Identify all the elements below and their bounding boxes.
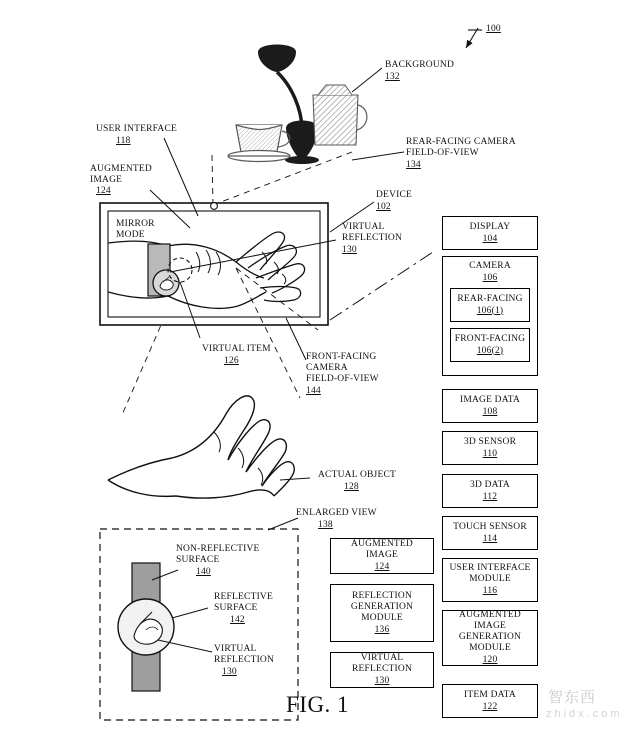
box-camera-num: 106: [482, 273, 498, 283]
callout-rear-camera-fov-num: 134: [406, 160, 421, 170]
box-3d-data[interactable]: [442, 474, 538, 508]
callout-mirror-mode: MIRROR MODE: [116, 219, 155, 240]
callout-front-camera-fov: FRONT-FACING CAMERA FIELD-OF-VIEW: [306, 352, 379, 384]
box-3d-sensor-label: 3D SENSOR: [463, 436, 517, 447]
box-display-num: 104: [482, 233, 498, 244]
box-reflection-generation-module-num: 136: [374, 624, 390, 635]
callout-virtual-reflection-enlarged: VIRTUAL REFLECTION: [214, 644, 275, 665]
callout-augmented-image: AUGMENTED IMAGE: [90, 164, 152, 185]
box-3d-sensor[interactable]: [442, 431, 538, 465]
box-user-interface-module-num: 116: [482, 586, 498, 596]
callout-device: DEVICE: [376, 190, 413, 200]
box-camera[interactable]: [442, 256, 538, 376]
callout-actual-object: ACTUAL OBJECT: [318, 470, 396, 480]
box-3d-sensor-num: 110: [482, 448, 498, 459]
figure-title: FIG. 1: [286, 692, 350, 717]
box-augmented-image-generation-module[interactable]: [442, 610, 538, 666]
callout-virtual-reflection-num: 130: [342, 245, 357, 255]
box-camera-label: CAMERA: [469, 261, 511, 271]
callout-enlarged-view-num: 138: [318, 520, 333, 530]
callout-virtual-item: VIRTUAL ITEM: [202, 344, 271, 354]
callout-background-num: 132: [385, 72, 400, 82]
actual-object-hand: [108, 396, 294, 498]
box-image-data[interactable]: [442, 389, 538, 423]
callout-device-num: 102: [376, 202, 391, 212]
callout-virtual-reflection: VIRTUAL REFLECTION: [342, 222, 403, 243]
ref-arrow-100: [466, 28, 482, 48]
box-augmented-image-generation-module-label: AUGMENTED IMAGE GENERATION MODULE: [458, 610, 522, 653]
box-touch-sensor-num: 114: [482, 533, 498, 544]
coffee-cup: [228, 125, 290, 162]
box-virtual-reflection[interactable]: [330, 652, 434, 688]
box-augmented-image[interactable]: [330, 538, 434, 574]
box-rear-facing-camera-label: REAR-FACING: [457, 293, 523, 304]
callout-background: BACKGROUND: [385, 60, 455, 70]
callout-user-interface-num: 118: [116, 136, 131, 146]
box-rear-facing-camera-num: 106(1): [476, 305, 504, 316]
callout-non-reflective-surface-num: 140: [196, 567, 211, 577]
box-image-data-num: 108: [482, 406, 498, 417]
callout-reflective-surface-num: 142: [230, 615, 245, 625]
ref-100: 100: [486, 24, 501, 34]
box-image-data-label: IMAGE DATA: [459, 394, 521, 405]
callout-augmented-image-num: 124: [96, 186, 111, 196]
box-augmented-image-num: 124: [374, 562, 390, 572]
box-display-label: DISPLAY: [469, 221, 511, 232]
box-3d-data-label: 3D DATA: [470, 479, 510, 490]
box-reflection-generation-module-label: REFLECTION GENERATION MODULE: [350, 590, 414, 623]
box-rear-facing-camera[interactable]: [450, 288, 530, 322]
box-display[interactable]: [442, 216, 538, 250]
box-reflection-generation-module[interactable]: [330, 584, 434, 642]
box-user-interface-module-label: USER INTERFACE MODULE: [449, 563, 531, 584]
background-object: [313, 85, 367, 145]
box-augmented-image-generation-module-num: 120: [482, 655, 498, 665]
watermark-primary: 智东西: [548, 689, 597, 706]
box-front-facing-camera[interactable]: [450, 328, 530, 362]
device-to-blocks-connector: [330, 250, 436, 320]
box-virtual-reflection-num: 130: [374, 676, 390, 686]
box-virtual-reflection-label: VIRTUAL REFLECTION: [351, 653, 413, 674]
callout-enlarged-view: ENLARGED VIEW: [296, 508, 377, 518]
callout-non-reflective-surface: NON-REFLECTIVE SURFACE: [176, 544, 260, 565]
callout-front-camera-fov-num: 144: [306, 386, 321, 396]
box-front-facing-camera-num: 106(2): [476, 345, 504, 356]
callout-reflective-surface: REFLECTIVE SURFACE: [214, 592, 273, 613]
box-user-interface-module[interactable]: [442, 558, 538, 602]
callout-actual-object-num: 128: [344, 482, 359, 492]
box-touch-sensor-label: TOUCH SENSOR: [453, 521, 527, 532]
box-touch-sensor[interactable]: [442, 516, 538, 550]
box-item-data[interactable]: [442, 684, 538, 718]
callout-rear-camera-fov: REAR-FACING CAMERA FIELD-OF-VIEW: [406, 137, 516, 158]
box-augmented-image-label: AUGMENTED IMAGE: [351, 539, 413, 560]
callout-virtual-reflection-enlarged-num: 130: [222, 667, 237, 677]
box-item-data-label: ITEM DATA: [464, 689, 516, 700]
watermark-secondary: zhidx.com: [546, 708, 623, 720]
box-3d-data-num: 112: [482, 491, 498, 502]
box-item-data-num: 122: [482, 701, 498, 712]
box-front-facing-camera-label: FRONT-FACING: [454, 333, 526, 344]
callout-user-interface: USER INTERFACE: [96, 124, 178, 134]
callout-virtual-item-num: 126: [224, 356, 239, 366]
